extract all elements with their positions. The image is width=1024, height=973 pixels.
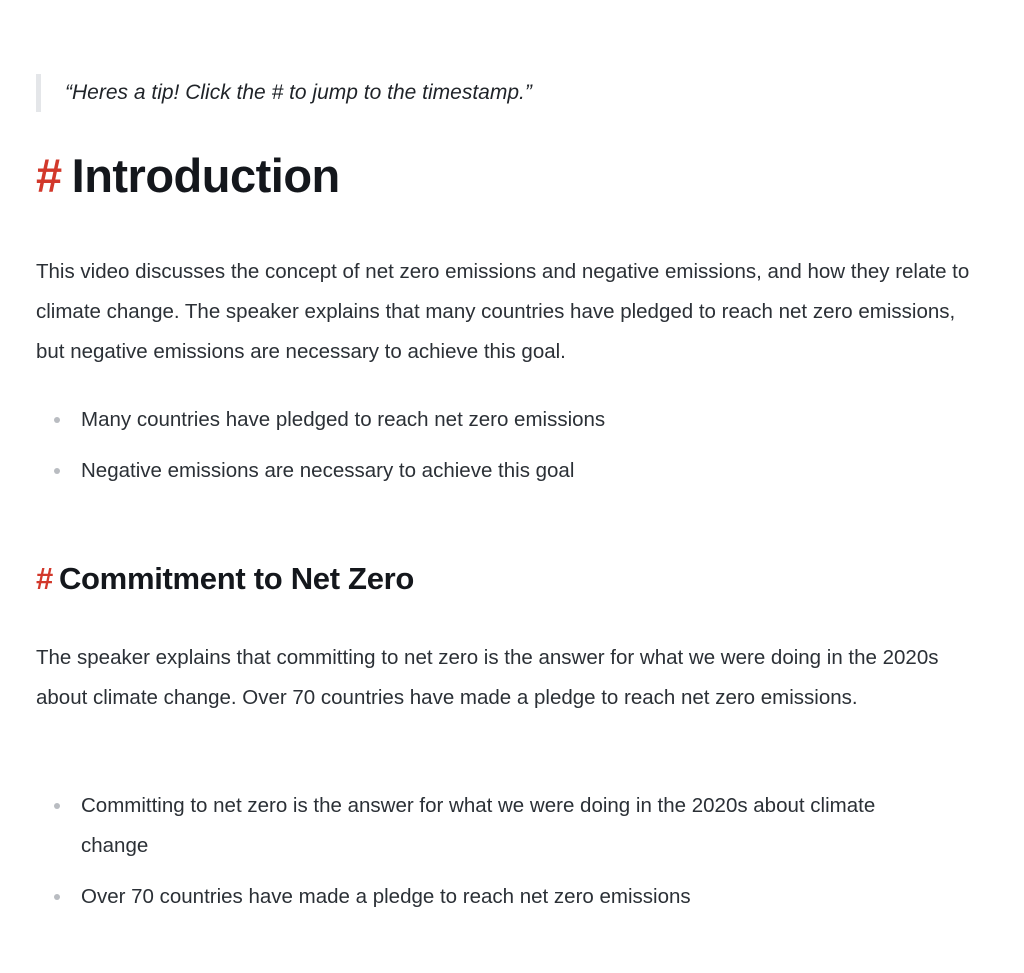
timestamp-hash-link[interactable]: # xyxy=(36,149,62,202)
section-heading-commitment xyxy=(36,561,414,597)
bullet-dot-icon xyxy=(54,468,60,474)
section-title: Commitment to Net Zero xyxy=(58,561,415,596)
timestamp-hash-link[interactable]: # xyxy=(36,561,53,596)
list-item xyxy=(36,877,976,917)
bullet-dot-icon xyxy=(54,803,60,809)
bullet-dot-icon xyxy=(54,417,60,423)
list-item xyxy=(36,451,976,491)
list-item xyxy=(36,786,976,866)
list-item-text: Over 70 countries have made a pledge to reach net zero emissions xyxy=(81,885,691,908)
list-item-text: Negative emissions are necessary to achieve this goal xyxy=(81,459,575,482)
bullet-dot-icon xyxy=(54,894,60,900)
bullet-list xyxy=(36,786,976,928)
section-heading-introduction xyxy=(36,148,340,203)
list-item xyxy=(36,400,976,440)
section-paragraph: This video discusses the concept of net zero emissions and negative emissions, and how they relate to climate change. The speaker explains that many countries have pledged to reach net zero emissions, but negative emissions are necessary to achieve this goal. xyxy=(36,260,970,363)
section-paragraph: The speaker explains that committing to net zero is the answer for what we were doing in the 2020s about climate change. Over 70 countries have made a pledge to reach net zero emissions. xyxy=(36,646,939,709)
section-title: Introduction xyxy=(71,149,340,202)
bullet-list xyxy=(36,400,976,502)
tip-text: “Heres a tip! Click the # to jump to the timestamp.” xyxy=(65,81,532,104)
list-item-text: Many countries have pledged to reach net zero emissions xyxy=(81,408,606,431)
list-item-text: Committing to net zero is the answer for what we were doing in the 2020s about climate change xyxy=(81,794,876,857)
tip-blockquote xyxy=(36,74,532,112)
